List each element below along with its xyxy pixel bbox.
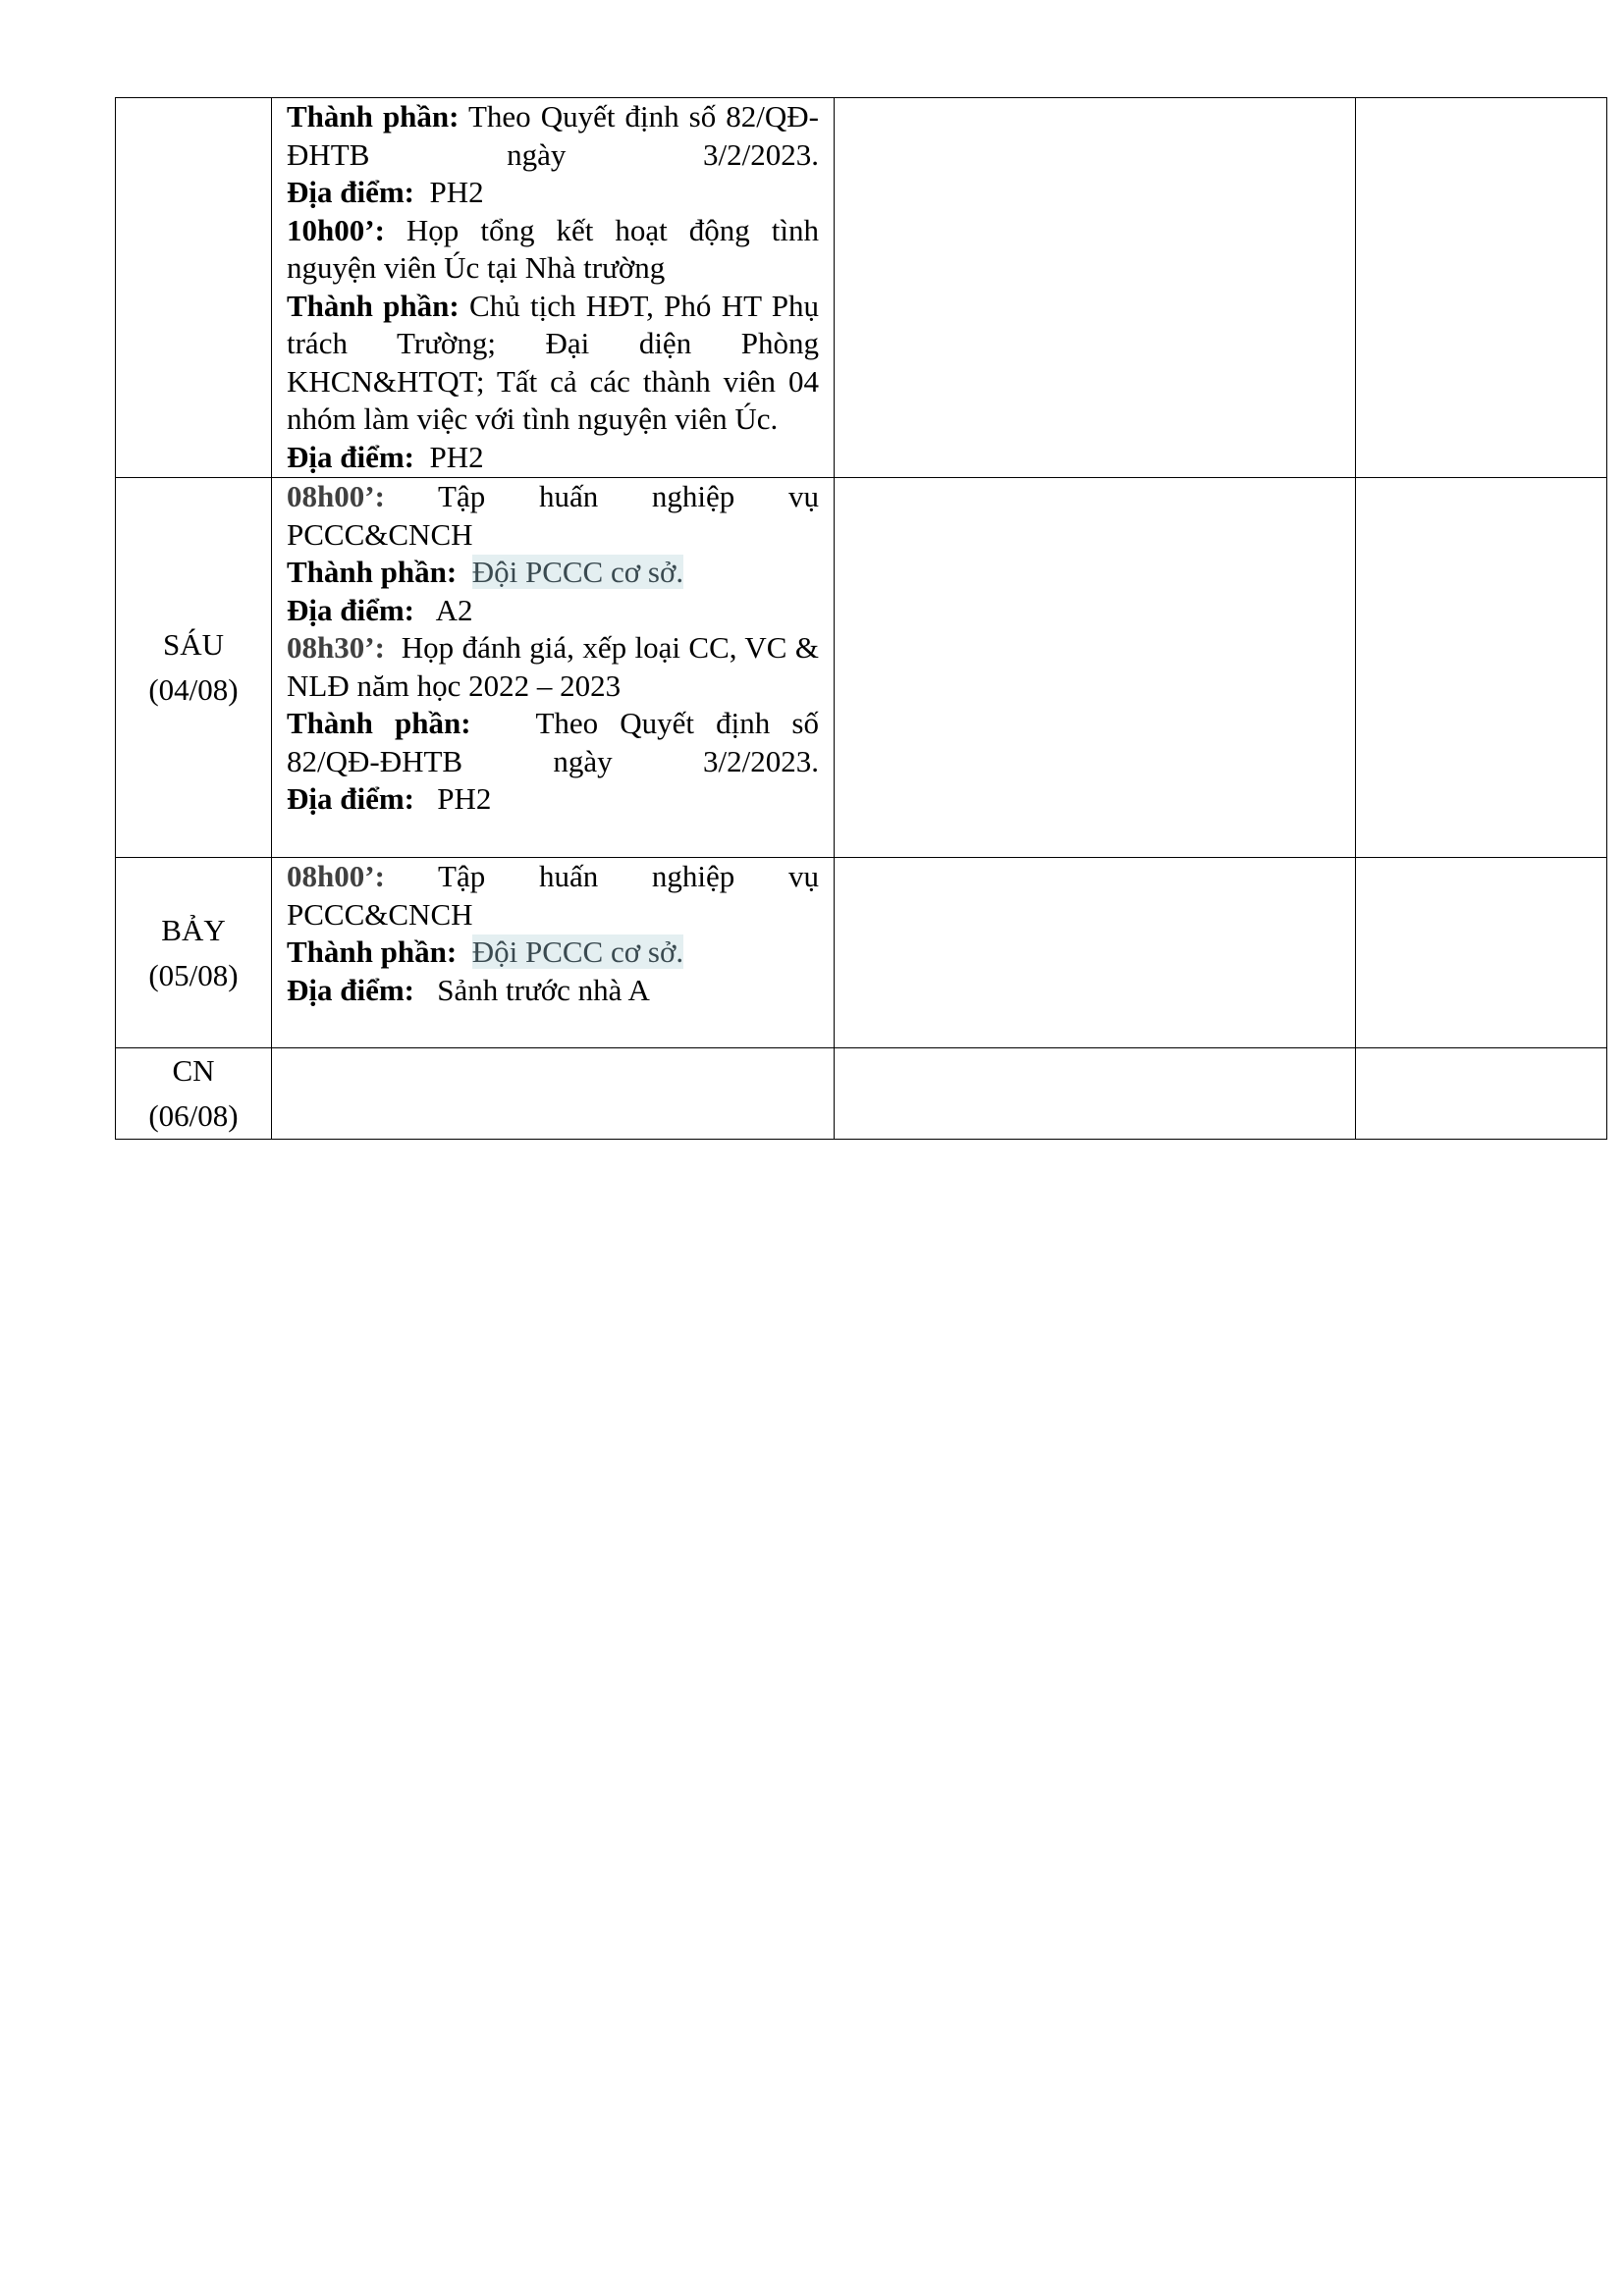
location-label: Địa điểm: [287,592,415,627]
entry-location [287,592,819,630]
location-text: PH2 [437,781,492,816]
event-time: 08h00’: [287,859,385,893]
content-cell [272,478,835,858]
participants-text: Theo Quyết định số 82/QĐ-ĐHTB ngày 3/2/2023. [287,99,819,172]
empty-cell [1356,1048,1607,1140]
entry-event [287,629,819,705]
entry-event [287,212,819,288]
location-label: Địa điểm: [287,175,415,209]
content-cell [272,98,835,478]
participants-label: Thành phần: [287,99,460,133]
entry-participants [287,554,819,592]
empty-cell [835,478,1356,858]
empty-cell [1356,478,1607,858]
location-text: PH2 [429,175,484,209]
participants-label: Thành phần: [287,706,471,740]
event-text: Tập huấn nghiệp vụ PCCC&CNCH [287,859,819,932]
entry-event [287,858,819,934]
entry-location [287,174,819,212]
entry-event [287,478,819,554]
participants-text: Chủ tịch HĐT, Phó HT Phụ trách Trường; Đại diện Phòng KHCN&HTQT; Tất cả các thành viên 04 nhóm làm việc với tình nguyện viên Úc. [287,288,819,436]
entry-location [287,972,819,1010]
schedule-row-friday [116,478,1607,858]
location-text: A2 [435,592,473,627]
participants-label: Thành phần: [287,934,458,969]
day-cell [116,98,272,478]
event-text: Họp tổng kết hoạt động tình nguyện viên Úc tại Nhà trường [287,212,819,285]
day-date: (04/08) [148,672,239,707]
participants-text: Đội PCCC cơ sở. [471,934,684,969]
schedule-row-continued [116,98,1607,478]
empty-cell [835,1048,1356,1140]
day-name: CN [172,1053,215,1088]
entry-participants [287,288,819,439]
empty-cell [1356,98,1607,478]
location-label: Địa điểm: [287,781,415,816]
day-name: BẢY [161,912,226,947]
participants-label: Thành phần: [287,288,460,323]
day-cell [116,858,272,1048]
day-date: (05/08) [148,957,239,992]
entry-participants [287,705,819,780]
participants-text: Đội PCCC cơ sở. [471,555,684,589]
day-cell [116,1048,272,1140]
entry-participants [287,98,819,174]
participants-label: Thành phần: [287,555,458,589]
empty-cell [835,858,1356,1048]
event-time: 08h00’: [287,479,385,513]
event-time: 08h30’: [287,630,385,665]
day-date: (06/08) [148,1098,239,1133]
entry-location [287,780,819,819]
entry-location [287,439,819,477]
day-cell [116,478,272,858]
event-text: Họp đánh giá, xếp loại CC, VC & NLĐ năm học 2022 – 2023 [287,630,820,703]
empty-cell [1356,858,1607,1048]
content-cell [272,858,835,1048]
entry-participants [287,934,819,972]
schedule-table [115,97,1607,1140]
location-label: Địa điểm: [287,972,415,1007]
location-label: Địa điểm: [287,439,415,474]
event-time: 10h00’: [287,212,385,247]
event-text: Tập huấn nghiệp vụ PCCC&CNCH [287,479,819,552]
empty-cell [835,98,1356,478]
schedule-row-sunday [116,1048,1607,1140]
participants-text: Theo Quyết định số 82/QĐ-ĐHTB ngày 3/2/2023. [287,706,819,778]
content-cell [272,1048,835,1140]
location-text: PH2 [429,439,484,474]
day-name: SÁU [162,627,224,662]
schedule-row-saturday [116,858,1607,1048]
location-text: Sảnh trước nhà A [437,972,650,1007]
